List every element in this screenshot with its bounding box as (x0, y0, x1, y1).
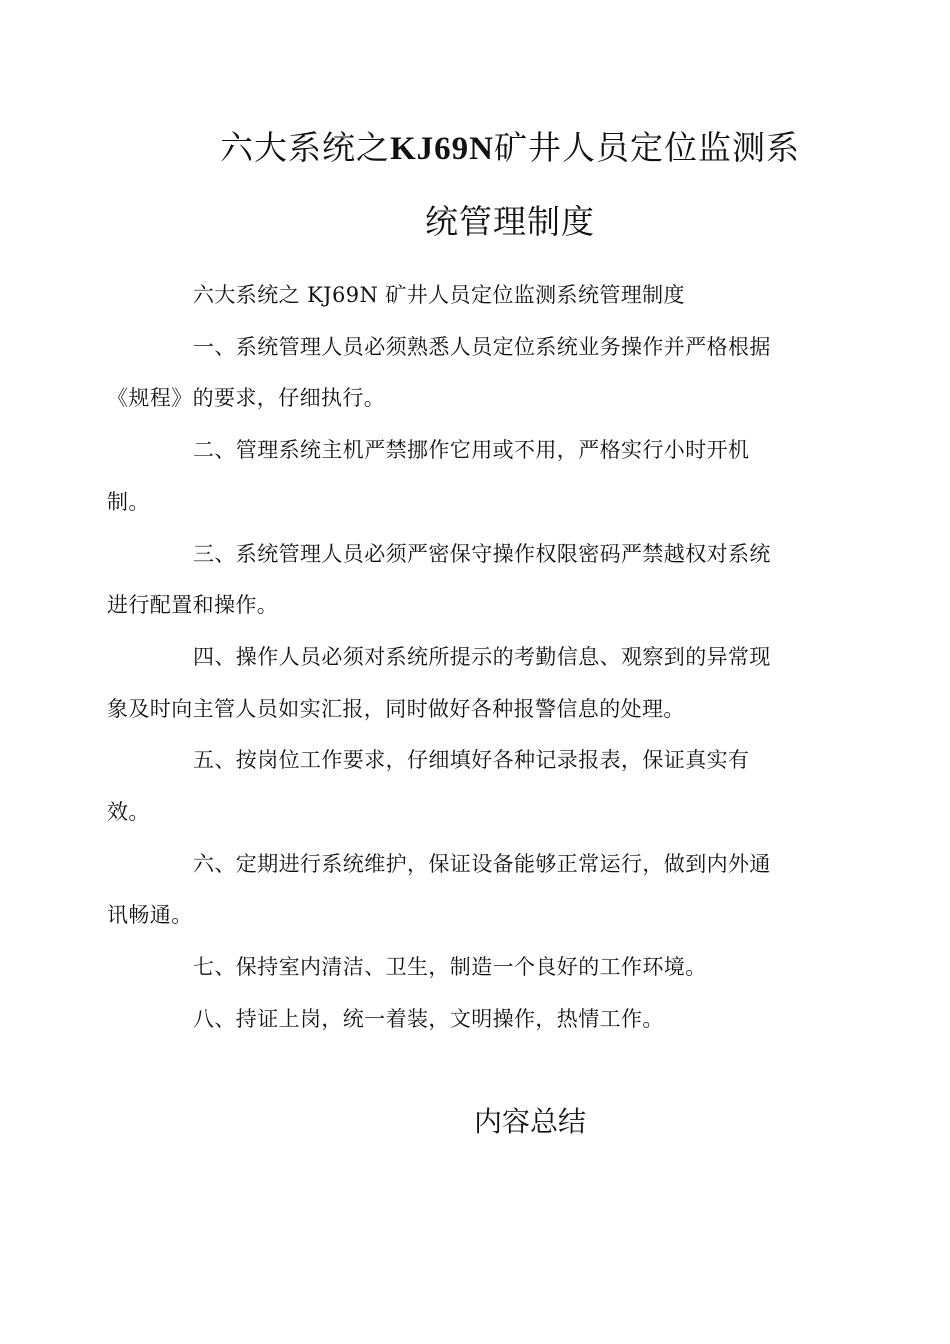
paragraph-line: 《规程》的要求，仔细执行。 (107, 386, 386, 411)
paragraph-line: 效。 (107, 800, 150, 825)
paragraph-line: 讯畅通。 (107, 903, 193, 928)
document-title-line-2: 统管理制度 (425, 202, 595, 241)
title-suffix: 矿井人员定位监测系 (494, 128, 800, 167)
paragraph-rule-1 (107, 322, 800, 425)
paragraph-line: 制。 (107, 489, 150, 514)
paragraph-line: 六、定期进行系统维护，保证设备能够正常运行，做到内外通 (193, 851, 771, 876)
paragraph-rule-2 (107, 425, 800, 528)
paragraph-rule-6 (107, 839, 800, 942)
paragraph-rule-5 (107, 735, 800, 838)
summary-heading: 内容总结 (473, 1105, 586, 1138)
document-body (107, 270, 800, 1046)
paragraph-line: 五、按岗位工作要求，仔细填好各种记录报表，保证真实有 (193, 748, 750, 773)
paragraph-line: 一、系统管理人员必须熟悉人员定位系统业务操作并严格根据 (193, 334, 771, 359)
paragraph-line: 六大系统之 KJ69N 矿井人员定位监测系统管理制度 (193, 283, 685, 307)
paragraph-line: 四、操作人员必须对系统所提示的考勤信息、观察到的异常现 (193, 644, 771, 669)
paragraph-line: 进行配置和操作。 (107, 593, 279, 618)
paragraph-line: 三、系统管理人员必须严密保守操作权限密码严禁越权对系统 (193, 541, 771, 566)
document-title-line-1 (150, 122, 870, 169)
paragraph-rule-7 (150, 942, 800, 994)
paragraph-rule-4 (107, 632, 800, 735)
paragraph-subtitle (150, 270, 800, 322)
paragraph-line: 象及时向主管人员如实汇报，同时做好各种报警信息的处理。 (107, 696, 685, 721)
paragraph-rule-8 (150, 994, 800, 1046)
paragraph-line: 八、持证上岗，统一着装，文明操作，热情工作。 (193, 1006, 664, 1031)
title-system-code: KJ69N (390, 131, 494, 167)
paragraph-line: 七、保持室内清洁、卫生，制造一个良好的工作环境。 (193, 955, 707, 980)
paragraph-line: 二、管理系统主机严禁挪作它用或不用，严格实行小时开机 (193, 438, 750, 463)
paragraph-rule-3 (107, 529, 800, 632)
title-prefix: 六大系统之 (220, 128, 390, 167)
